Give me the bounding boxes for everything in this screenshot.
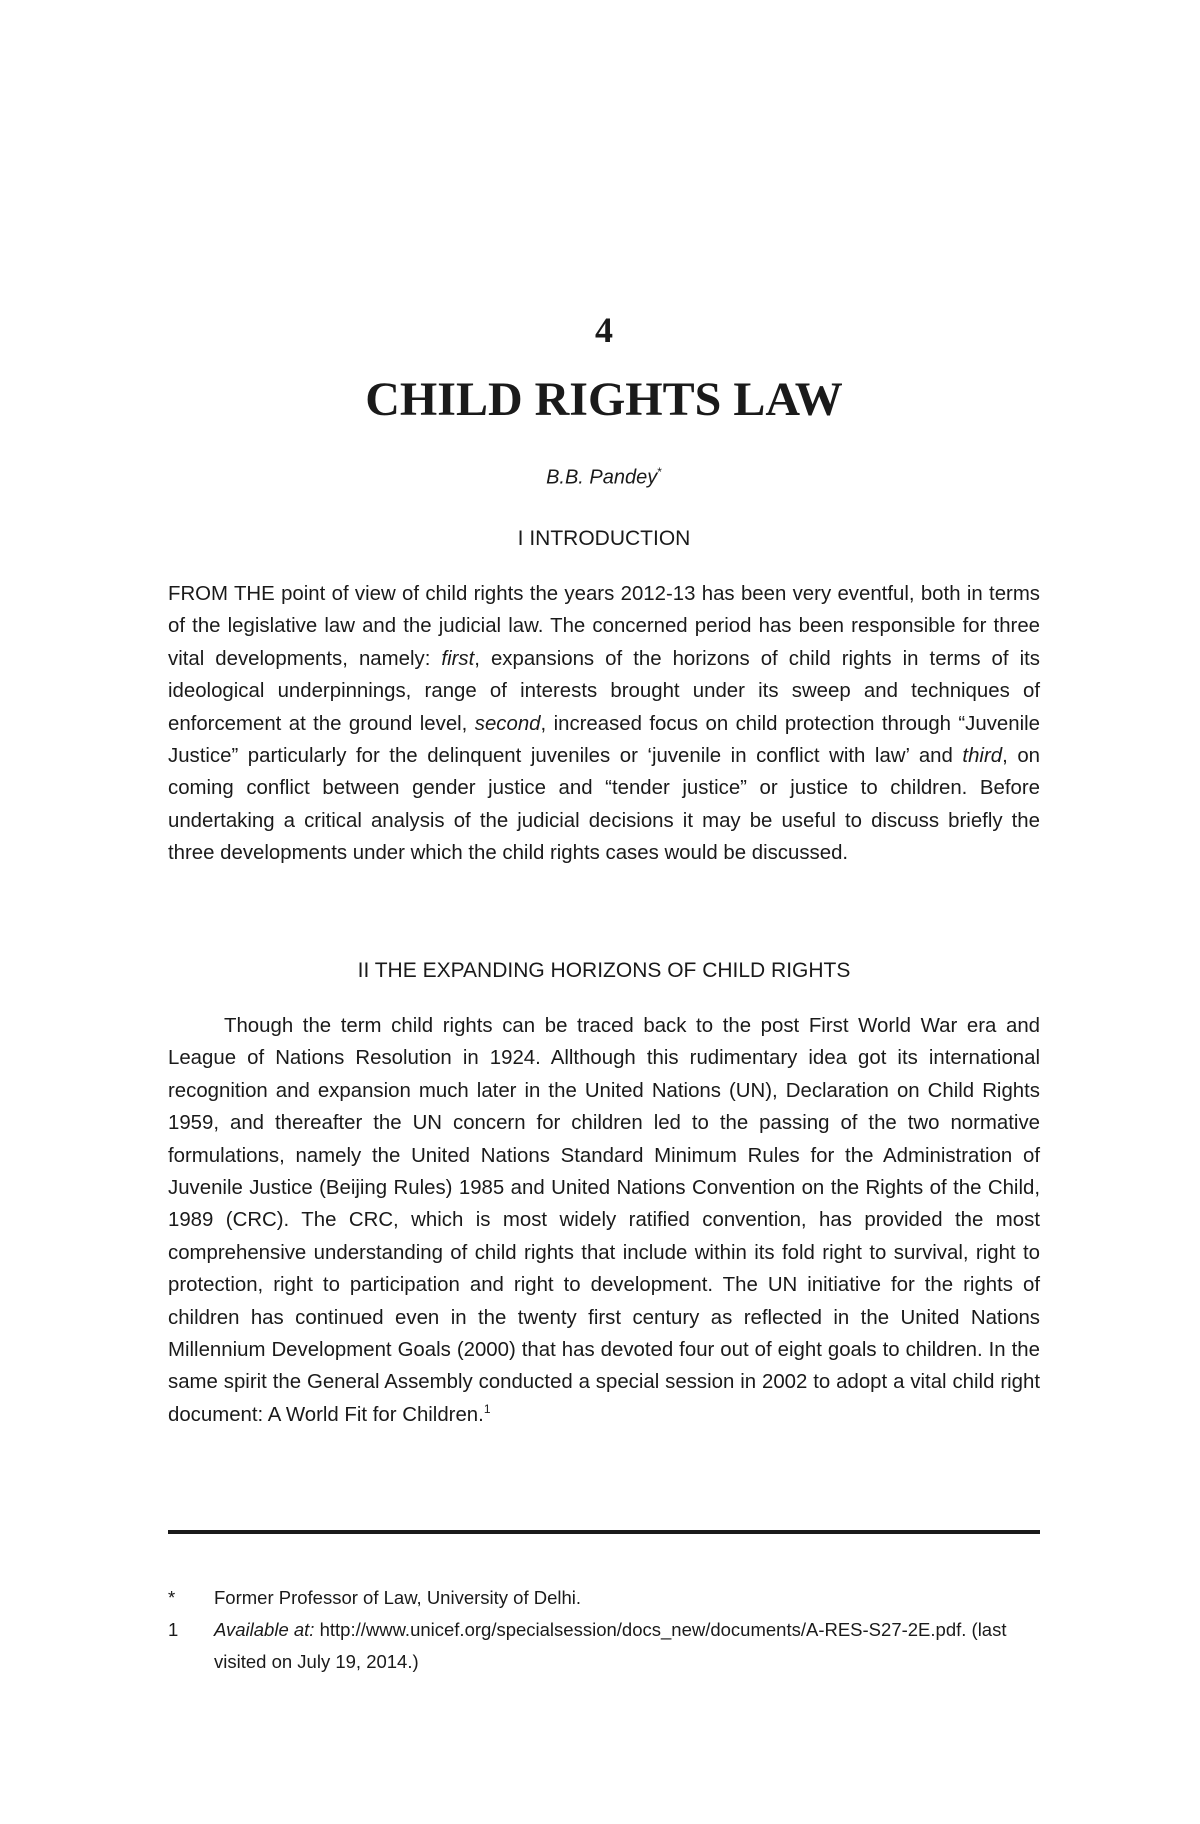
paragraph-text: , increased focus on child protection through “Juvenile Justice” particularly for the delinquent juveniles or ‘juvenile in conflict with law’ and <box>168 712 1040 768</box>
footnote-mark: * <box>168 1587 176 1608</box>
author-line <box>168 458 1040 492</box>
footnote-italic-lead: Available at: <box>214 1619 315 1640</box>
chapter-number: 4 <box>595 310 613 350</box>
footnote-separator-rule <box>168 1530 1040 1534</box>
footnote-link-text: http://www.unicef.org/specialsession/docs_new/documents/A-RES-S27-2E.pdf. (last visited on July 19, 2014.) <box>214 1619 1007 1672</box>
paragraph-text: point of view of child rights the years 2012-13 has been very eventful, both in terms of the legislative law and the judicial law. The concerned period has been responsible for three vital developments, namely: <box>168 583 1041 670</box>
footnote-1 <box>168 1614 1040 1678</box>
emphasis-third: third <box>962 745 1003 768</box>
paragraph-text: Though the term child rights can be traced back to the post First World War era and League of Nations Resolution in 1924. Allthough this rudimentary idea got its international recognition and expansion much later in the United Nations (UN), Declaration on Child Rights 1959, and thereafter the UN concern for children led to the passing of the two normative formulations, namely the United Nations Standard Minimum Rules for the Administration of Juvenile Justice (Beijing Rules) 1985 and United Nations Convention on the Rights of the Child, 1989 (CRC). The CRC, which is most widely ratified convention, has provided the most comprehensive understanding of child rights that include within its fold right to survival, right to protection, right to participation and right to development. The UN initiative for the rights of children has continued even in the twenty first century as reflected in the United Nations Millennium Development Goals (2000) that has devoted four out of eight goals to children. In the same spirit the General Assembly conducted a special session in 2002 to adopt a vital child right document: A World Fit for Children. <box>168 1015 1040 1426</box>
footnote-reference-1: 1 <box>483 1402 491 1417</box>
footnote-text: Former Professor of Law, University of Delhi. <box>214 1587 582 1608</box>
emphasis-second: second <box>474 712 541 735</box>
author-footnote-marker: * <box>657 465 662 479</box>
footnote-mark: 1 <box>168 1619 179 1640</box>
author-name: B.B. Pandey <box>546 466 658 489</box>
section-heading-expanding-horizons: II THE EXPANDING HORIZONS OF CHILD RIGHTS <box>357 959 851 982</box>
paragraph-text: , expansions of the horizons of child rights in terms of its ideological underpinnings, range of interests brought under its sweep and techniques of enforcement at the ground level, <box>168 647 1040 735</box>
footnote-text-container <box>214 1614 1040 1678</box>
paragraph-text: , on coming conflict between gender justice and “tender justice” or justice to children. Before undertaking a critical analysis of the judicial decisions it may be useful to discuss briefly the three developments under which the child rights cases would be discussed. <box>168 745 1040 865</box>
emphasis-first: first <box>441 647 475 670</box>
section-heading-introduction: I INTRODUCTION <box>517 527 691 550</box>
footnotes <box>168 1582 1040 1678</box>
document-page <box>168 0 1040 1824</box>
expanding-horizons-paragraph <box>168 1010 1040 1431</box>
footnote-author <box>168 1582 1040 1614</box>
chapter-title: CHILD RIGHTS LAW <box>365 373 843 426</box>
introduction-paragraph <box>168 578 1040 870</box>
paragraph-lead-words: FROM THE <box>168 583 275 605</box>
